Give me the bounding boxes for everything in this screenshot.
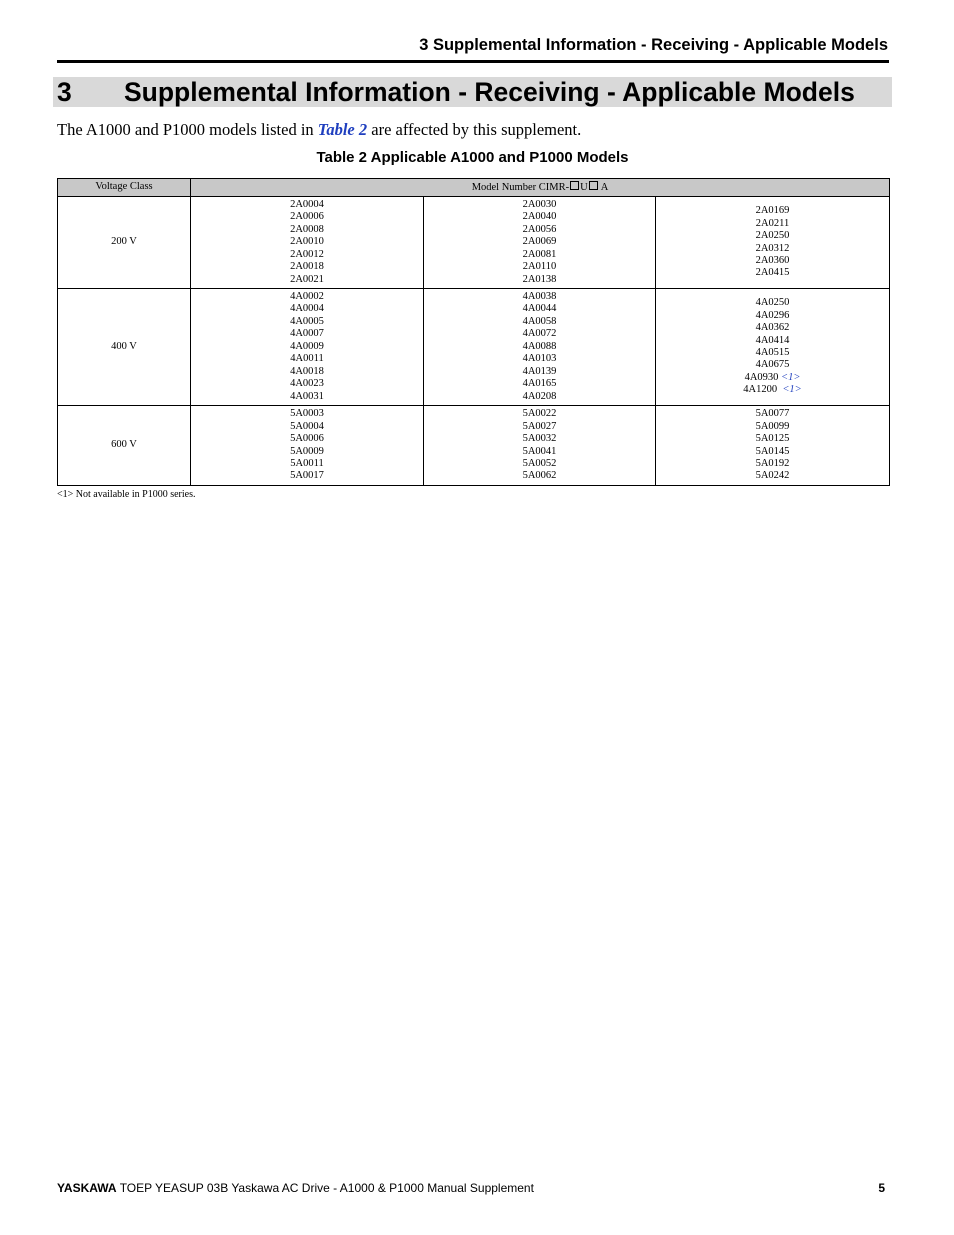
model-number [656, 421, 889, 433]
model-code: 2A0110 [522, 261, 557, 273]
model-code: 5A0077 [755, 408, 790, 420]
model-code: 5A0027 [522, 420, 557, 432]
model-number [191, 353, 423, 365]
model-code: 2A0312 [755, 242, 790, 254]
model-number [656, 243, 889, 255]
model-list [656, 205, 889, 280]
model-code: 4A0139 [522, 365, 557, 377]
model-code: 5A0041 [522, 445, 557, 457]
model-code: 4A0004 [290, 303, 324, 315]
model-code: 2A0069 [522, 236, 557, 248]
model-code: 4A0362 [755, 322, 790, 334]
placeholder-box-icon [589, 181, 598, 190]
model-code: 5A0145 [755, 445, 790, 457]
model-code: 4A0058 [522, 315, 557, 327]
model-code: 4A0005 [290, 315, 324, 327]
model-code: 5A0192 [755, 457, 790, 469]
model-cell [656, 289, 890, 406]
model-code: 5A0242 [755, 470, 790, 482]
model-code: 2A0211 [755, 217, 790, 229]
model-number [656, 322, 889, 334]
voltage-class-cell: 600 V [58, 406, 191, 486]
model-number [424, 261, 655, 273]
model-code: 4A0002 [290, 290, 324, 302]
model-number [424, 470, 655, 482]
model-code: 2A0010 [290, 236, 324, 248]
model-number [191, 408, 423, 420]
model-number [191, 261, 423, 273]
model-code: 5A0125 [755, 433, 790, 445]
model-code: 4A0208 [522, 390, 557, 402]
model-number [424, 199, 655, 211]
model-number [424, 408, 655, 420]
model-code: 5A0003 [290, 408, 324, 420]
model-code: 4A0007 [290, 328, 324, 340]
model-cell [191, 197, 424, 289]
model-code: 2A0012 [290, 248, 324, 260]
model-number [191, 391, 423, 403]
model-number [656, 408, 889, 420]
intro-text-before: The A1000 and P1000 models listed in [57, 120, 318, 139]
model-number [656, 335, 889, 347]
models-table [57, 178, 890, 486]
model-cell [191, 289, 424, 406]
model-code: 4A0088 [522, 340, 557, 352]
model-code: 4A0414 [755, 334, 790, 346]
model-list [191, 408, 423, 483]
model-code: 2A0030 [522, 198, 557, 210]
model-number [191, 274, 423, 286]
header-model-number [191, 179, 890, 197]
table-link[interactable]: Table 2 [317, 120, 368, 139]
model-number [424, 328, 655, 340]
section-number: 3 [57, 77, 72, 107]
voltage-class-cell: 200 V [58, 197, 191, 289]
model-code: 2A0006 [290, 211, 324, 223]
model-number [656, 218, 889, 230]
model-number [191, 421, 423, 433]
section-heading [53, 77, 892, 107]
model-code: 2A0008 [290, 223, 324, 235]
running-header-title: 3 Supplemental Information - Receiving - Applicable Models [419, 36, 888, 54]
header-voltage-class: Voltage Class [58, 179, 191, 197]
model-number [424, 303, 655, 315]
model-number [656, 372, 889, 384]
model-list [424, 199, 655, 286]
model-code: 5A0062 [522, 470, 557, 482]
model-code: 2A0056 [522, 223, 557, 235]
table-row [58, 406, 890, 486]
model-number [424, 291, 655, 303]
model-number [191, 328, 423, 340]
model-code: 2A0415 [755, 267, 790, 279]
model-code: 4A0023 [290, 378, 324, 390]
model-code: 4A1200 [743, 384, 778, 396]
model-code: 4A0675 [755, 359, 790, 371]
model-cell [191, 406, 424, 486]
model-list [191, 199, 423, 286]
model-code: 2A0040 [522, 211, 557, 223]
model-cell [424, 197, 656, 289]
model-code: 2A0360 [755, 254, 790, 266]
model-number [656, 267, 889, 279]
model-number [191, 236, 423, 248]
table-footnote: <1> Not available in P1000 series. [57, 489, 196, 500]
model-code: 2A0018 [290, 261, 324, 273]
model-number [656, 470, 889, 482]
footnote-reference[interactable]: <1> [782, 384, 802, 396]
model-code: 4A0044 [522, 303, 557, 315]
header-model-prefix: Model Number CIMR- [471, 181, 570, 193]
model-number [191, 446, 423, 458]
model-number [424, 211, 655, 223]
page-number: 5 [878, 1181, 885, 1195]
model-number [656, 255, 889, 267]
model-number [191, 291, 423, 303]
model-code: 4A0250 [755, 297, 790, 309]
model-cell [656, 406, 890, 486]
model-number [191, 199, 423, 211]
placeholder-box-icon [570, 181, 579, 190]
model-number [656, 205, 889, 217]
model-code: 5A0006 [290, 433, 324, 445]
table-row [58, 197, 890, 289]
model-number [424, 341, 655, 353]
model-code: 4A0515 [755, 347, 790, 358]
model-code: 4A0009 [290, 340, 324, 352]
model-number [191, 249, 423, 261]
voltage-class-cell: 400 V [58, 289, 191, 406]
model-number [424, 316, 655, 328]
model-code: 4A0018 [290, 365, 324, 377]
section-title: Supplemental Information - Receiving - Applicable Models [124, 77, 855, 107]
model-code: 2A0250 [755, 230, 790, 242]
model-number [656, 297, 889, 309]
model-number [191, 303, 423, 315]
footnote-reference[interactable]: <1> [781, 371, 801, 383]
model-code: 2A0021 [290, 273, 324, 285]
model-code: 4A0031 [290, 390, 324, 402]
page-footer [57, 1181, 885, 1195]
model-code: 5A0017 [290, 470, 324, 482]
model-number [424, 249, 655, 261]
model-number [191, 224, 423, 236]
model-code: 2A0138 [522, 273, 557, 285]
model-code: 4A0165 [522, 378, 557, 390]
model-number [656, 384, 889, 396]
model-number [191, 316, 423, 328]
model-list [656, 408, 889, 483]
model-number [656, 433, 889, 445]
model-number [656, 310, 889, 322]
model-code: 2A0004 [290, 198, 324, 210]
model-list [191, 291, 423, 403]
model-number [191, 378, 423, 390]
model-number [424, 353, 655, 365]
model-cell [424, 406, 656, 486]
model-number [424, 274, 655, 286]
model-number [656, 446, 889, 458]
model-number [191, 341, 423, 353]
intro-text-after: are affected by this supplement. [367, 120, 582, 139]
model-number [191, 458, 423, 470]
model-number [191, 470, 423, 482]
footer-brand: YASKAWA [57, 1181, 117, 1195]
model-cell [656, 197, 890, 289]
model-code: 4A0930 [744, 371, 779, 383]
table-caption: Table 2 Applicable A1000 and P1000 Models [316, 149, 629, 166]
model-code: 5A0004 [290, 420, 324, 432]
model-number [424, 378, 655, 390]
header-rule [57, 60, 889, 63]
model-cell [424, 289, 656, 406]
header-model-mid: U [580, 181, 588, 193]
model-number [424, 391, 655, 403]
intro-paragraph [57, 120, 581, 140]
model-code: 4A0296 [755, 309, 790, 321]
model-code: 5A0022 [522, 408, 557, 420]
table-row [58, 289, 890, 406]
model-list [424, 291, 655, 403]
model-number [656, 347, 889, 359]
model-number [656, 359, 889, 371]
model-code: 2A0081 [522, 248, 557, 260]
model-code: 4A0011 [290, 353, 324, 365]
model-number [424, 458, 655, 470]
model-code: 5A0032 [522, 433, 557, 445]
footer-document-title: TOEP YEASUP 03B Yaskawa AC Drive - A1000 & P1000 Manual Supplement [116, 1181, 534, 1195]
model-code: 5A0009 [290, 445, 324, 457]
model-number [424, 446, 655, 458]
model-code: 5A0011 [290, 457, 324, 469]
model-number [191, 211, 423, 223]
model-number [424, 366, 655, 378]
model-number [656, 230, 889, 242]
model-code: 5A0099 [755, 420, 790, 432]
model-number [424, 224, 655, 236]
model-code: 4A0072 [522, 328, 557, 340]
model-number [191, 366, 423, 378]
model-code: 5A0052 [522, 457, 557, 469]
model-number [191, 433, 423, 445]
model-code: 4A0038 [522, 290, 557, 302]
model-list [424, 408, 655, 483]
model-code: 4A0103 [522, 353, 557, 365]
table-header-row [58, 179, 890, 197]
model-number [656, 458, 889, 470]
model-number [424, 433, 655, 445]
model-number [424, 236, 655, 248]
model-list [656, 297, 889, 397]
header-model-suffix: A [598, 181, 609, 193]
model-code: 2A0169 [755, 205, 790, 217]
model-number [424, 421, 655, 433]
